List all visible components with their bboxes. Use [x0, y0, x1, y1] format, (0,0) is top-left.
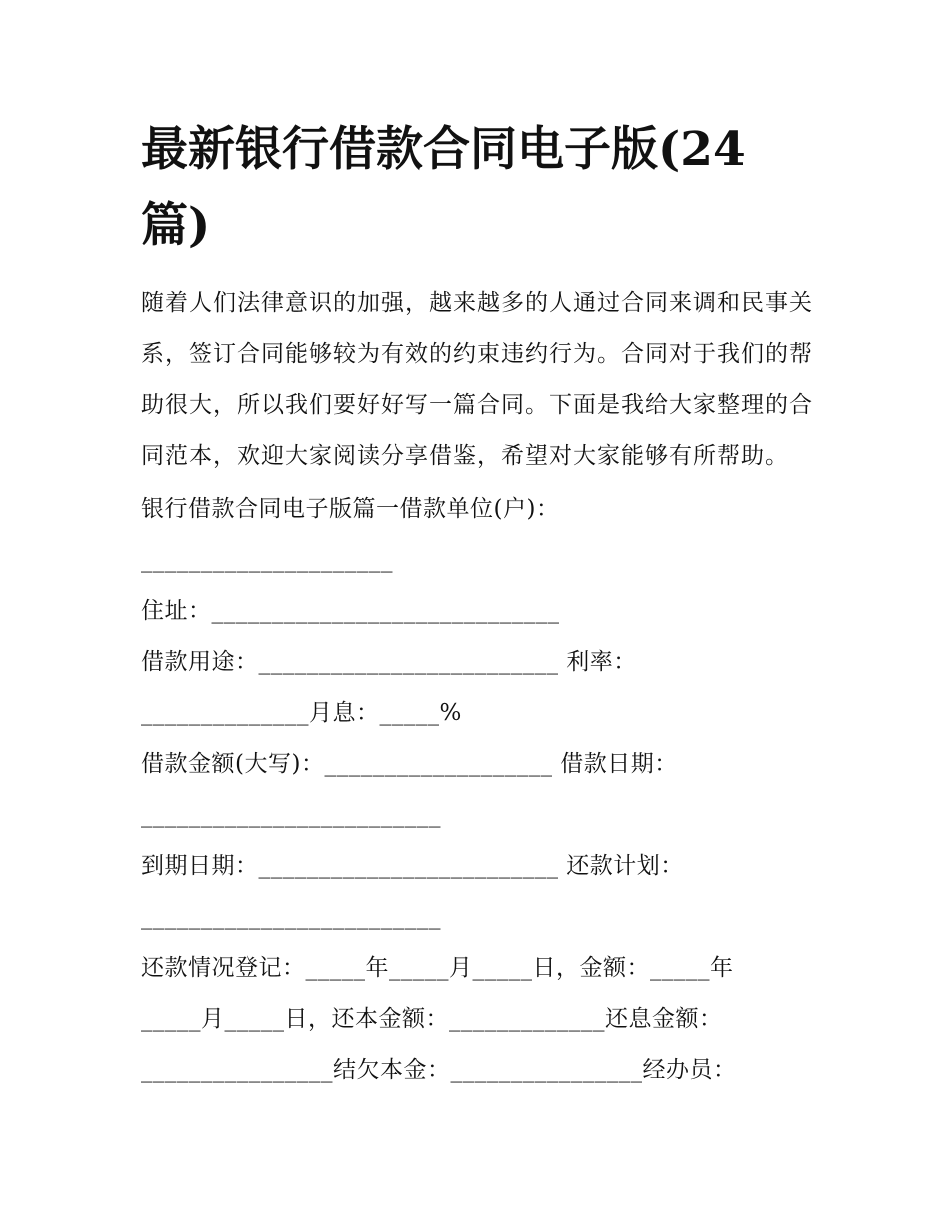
- due-date-line: 到期日期：_________________________ 还款计划：: [141, 853, 684, 879]
- borrower-unit-blank: _____________________: [141, 547, 393, 573]
- loan-date-blank: _________________________: [141, 802, 441, 828]
- document-title: 最新银行借款合同电子版(24篇): [141, 122, 746, 253]
- principal-repaid-line: _____月_____日，还本金额：_____________还息金额：: [141, 1006, 723, 1032]
- repayment-record-line: 还款情况登记：_____年_____月_____日，金额：_____年: [141, 955, 734, 981]
- document-page: [141, 112, 821, 1096]
- address-line: 住址：_____________________________: [141, 598, 560, 624]
- contract-fields: [141, 484, 821, 1096]
- intro-paragraph: 随着人们法律意识的加强，越来越多的人通过合同来调和民事关系，签订合同能够较为有效的约束违约行为。合同对于我们的帮助很大，所以我们要好好写一篇合同。下面是我给大家整理的合同范本，欢迎大家阅读分享借鉴，希望对大家能够有所帮助。: [141, 290, 813, 469]
- monthly-interest-line: ______________月息：_____%: [141, 700, 462, 726]
- borrower-unit-line: 银行借款合同电子版篇一借款单位(户)：: [141, 496, 560, 522]
- outstanding-principal-line: ________________结欠本金：________________经办员：: [141, 1057, 737, 1083]
- loan-amount-line: 借款金额(大写)：___________________ 借款日期：: [141, 751, 678, 777]
- loan-purpose-line: 借款用途：_________________________ 利率：: [141, 649, 637, 675]
- repayment-plan-blank: _________________________: [141, 904, 441, 930]
